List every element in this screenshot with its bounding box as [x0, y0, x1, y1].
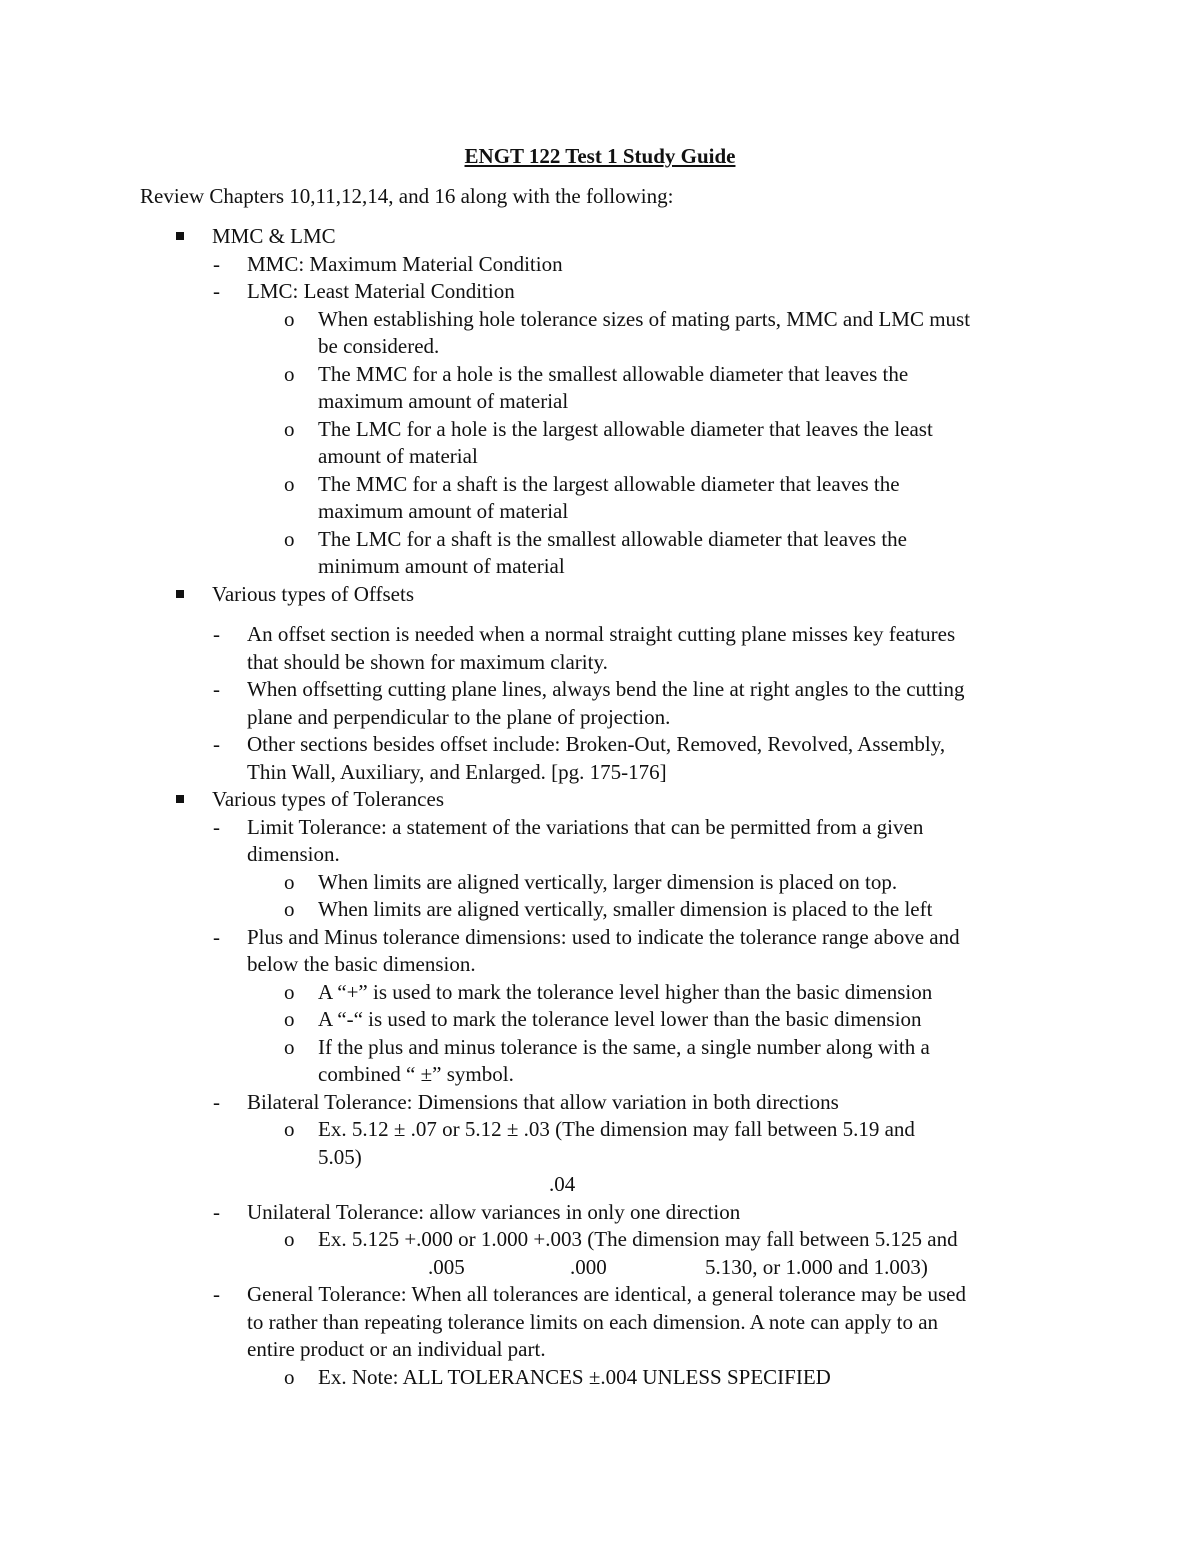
- sub-list-item: [0, 1034, 1200, 1062]
- sub-list-item-continued: [0, 443, 1200, 471]
- list-item-text: An offset section is needed when a normal straight cutting plane misses key features: [247, 622, 956, 646]
- list-item: [0, 731, 1200, 759]
- list-item: [0, 1199, 1200, 1227]
- sub-list-item-continued: [0, 388, 1200, 416]
- sub-list-item-continued: [0, 333, 1200, 361]
- sub-list-item-text: When limits are aligned vertically, smaller dimension is placed to the left: [318, 897, 933, 921]
- section-mmc-lmc: [0, 223, 1200, 251]
- sub-list-item: [0, 416, 1200, 444]
- sub-list-item-text: The LMC for a shaft is the smallest allowable diameter that leaves the: [318, 526, 907, 551]
- sub-list-item-continued: [0, 553, 1200, 581]
- list-item-text: entire product or an individual part.: [247, 1337, 546, 1361]
- sub-list-item-text: maximum amount of material: [318, 389, 569, 413]
- list-item-continued: [0, 951, 1200, 979]
- sub-list-item-text: The MMC for a shaft is the largest allowable diameter that leaves the: [318, 471, 900, 496]
- list-item-text: that should be shown for maximum clarity.: [247, 649, 608, 674]
- circle-bullet-icon: o: [284, 1227, 295, 1251]
- list-item-text: When offsetting cutting plane lines, always bend the line at right angles to the cutting: [247, 677, 965, 701]
- list-item-text: MMC: Maximum Material Condition: [247, 251, 563, 276]
- list-item-text: plane and perpendicular to the plane of projection.: [247, 704, 671, 729]
- study-guide-body: [0, 223, 1200, 1391]
- list-item-text: dimension.: [247, 842, 340, 866]
- sub-list-item-text: minimum amount of material: [318, 554, 565, 578]
- sub-list-item-text: The LMC for a hole is the largest allowable diameter that leaves the least: [318, 416, 933, 441]
- sub-list-item-text: A “+” is used to mark the tolerance level higher than the basic dimension: [318, 979, 933, 1004]
- sub-list-item: [0, 306, 1200, 334]
- sub-list-item-text: Ex. 5.12 ± .07 or 5.12 ± .03 (The dimension may fall between 5.19 and: [318, 1117, 915, 1141]
- list-item-text: LMC: Least Material Condition: [247, 279, 515, 303]
- circle-bullet-icon: o: [284, 1007, 295, 1031]
- dash-bullet-icon: -: [213, 1199, 220, 1224]
- section-heading: Various types of Offsets: [212, 581, 415, 606]
- intro-text: Review Chapters 10,11,12,14, and 16 along with the following:: [140, 184, 674, 208]
- sub-list-item-text: A “-“ is used to mark the tolerance level lower than the basic dimension: [318, 1007, 922, 1031]
- list-item: [0, 1281, 1200, 1309]
- sub-list-item-text: 5.05): [318, 1144, 362, 1169]
- list-item-text: Plus and Minus tolerance dimensions: used to indicate the tolerance range above and: [247, 924, 960, 949]
- square-bullet-icon: [176, 590, 184, 598]
- dash-bullet-icon: -: [213, 622, 220, 646]
- sub-list-item-text: Ex. Note: ALL TOLERANCES ±.004 UNLESS SPECIFIED: [318, 1364, 831, 1389]
- circle-bullet-icon: o: [284, 471, 295, 496]
- sub-list-item-text: If the plus and minus tolerance is the same, a single number along with a: [318, 1034, 930, 1059]
- sub-list-item: [0, 896, 1200, 924]
- sub-list-item-text: maximum amount of material: [318, 499, 569, 523]
- circle-bullet-icon: o: [284, 416, 295, 441]
- sub-list-item-text: 5.130, or 1.000 and 1.003): [705, 1254, 928, 1279]
- sub-list-item: [0, 361, 1200, 389]
- list-item-text: General Tolerance: When all tolerances are identical, a general tolerance may be used: [247, 1282, 966, 1306]
- sub-list-item-text: When establishing hole tolerance sizes of mating parts, MMC and LMC must: [318, 306, 971, 331]
- sub-list-item-continued: [0, 498, 1200, 526]
- list-item: [0, 621, 1200, 649]
- list-item: [0, 1089, 1200, 1117]
- list-item-text: Other sections besides offset include: Broken-Out, Removed, Revolved, Assembly,: [247, 732, 946, 756]
- list-item-text: Bilateral Tolerance: Dimensions that allow variation in both directions: [247, 1089, 839, 1114]
- section-offsets: [0, 581, 1200, 609]
- dash-bullet-icon: -: [213, 814, 220, 839]
- sub-list-item-text: When limits are aligned vertically, larger dimension is placed on top.: [318, 869, 898, 894]
- list-item-continued: [0, 759, 1200, 787]
- tolerance-subscript: .000: [570, 1254, 607, 1279]
- list-item-continued: [0, 704, 1200, 732]
- circle-bullet-icon: o: [284, 1117, 295, 1141]
- dash-bullet-icon: -: [213, 279, 220, 303]
- dash-bullet-icon: -: [213, 924, 220, 949]
- page-title: ENGT 122 Test 1 Study Guide: [464, 144, 736, 168]
- dash-bullet-icon: -: [213, 251, 220, 276]
- list-item-continued: [0, 1336, 1200, 1364]
- tolerance-subscript: .005: [428, 1254, 465, 1279]
- circle-bullet-icon: o: [284, 306, 295, 331]
- sub-list-item: [0, 526, 1200, 554]
- list-item-text: below the basic dimension.: [247, 952, 476, 976]
- circle-bullet-icon: o: [284, 361, 295, 386]
- sub-list-item: [0, 1226, 1200, 1254]
- tolerance-subscript-row: [0, 1171, 1200, 1199]
- square-bullet-icon: [176, 232, 184, 240]
- sub-list-item: [0, 1364, 1200, 1392]
- sub-list-item-continued: [0, 1061, 1200, 1089]
- circle-bullet-icon: o: [284, 869, 295, 894]
- tolerance-subscript: .04: [549, 1172, 576, 1196]
- section-tolerances: [0, 786, 1200, 814]
- sub-list-item-text: The MMC for a hole is the smallest allowable diameter that leaves the: [318, 361, 909, 386]
- sub-list-item-text: Ex. 5.125 +.000 or 1.000 +.003 (The dimension may fall between 5.125 and: [318, 1227, 958, 1251]
- sub-list-item-text: combined “ ±” symbol.: [318, 1062, 514, 1086]
- section-heading: Various types of Tolerances: [212, 787, 444, 811]
- sub-list-item: [0, 1006, 1200, 1034]
- list-item: [0, 814, 1200, 842]
- square-bullet-icon: [176, 795, 184, 803]
- list-item: [0, 676, 1200, 704]
- list-item-continued: [0, 841, 1200, 869]
- sub-list-item-continued: [0, 1144, 1200, 1172]
- dash-bullet-icon: -: [213, 1089, 220, 1114]
- sub-list-item: [0, 471, 1200, 499]
- tolerance-subscript-row: [0, 1254, 1200, 1282]
- list-item-text: to rather than repeating tolerance limits on each dimension. A note can apply to an: [247, 1309, 939, 1334]
- sub-list-item: [0, 1116, 1200, 1144]
- list-item: [0, 251, 1200, 279]
- list-item: [0, 278, 1200, 306]
- dash-bullet-icon: -: [213, 1282, 220, 1306]
- circle-bullet-icon: o: [284, 897, 295, 921]
- section-heading: MMC & LMC: [212, 224, 336, 248]
- circle-bullet-icon: o: [284, 1034, 295, 1059]
- sub-list-item: [0, 979, 1200, 1007]
- list-item-text: Unilateral Tolerance: allow variances in only one direction: [247, 1199, 741, 1224]
- dash-bullet-icon: -: [213, 732, 220, 756]
- list-item-text: Thin Wall, Auxiliary, and Enlarged. [pg. 175-176]: [247, 759, 667, 784]
- list-item-continued: [0, 1309, 1200, 1337]
- dash-bullet-icon: -: [213, 677, 220, 701]
- sub-list-item-text: be considered.: [318, 334, 440, 358]
- circle-bullet-icon: o: [284, 979, 295, 1004]
- sub-list-item-text: amount of material: [318, 444, 478, 468]
- circle-bullet-icon: o: [284, 526, 295, 551]
- circle-bullet-icon: o: [284, 1364, 295, 1389]
- list-item-text: Limit Tolerance: a statement of the variations that can be permitted from a given: [247, 814, 924, 839]
- list-item-continued: [0, 649, 1200, 677]
- sub-list-item: [0, 869, 1200, 897]
- list-item: [0, 924, 1200, 952]
